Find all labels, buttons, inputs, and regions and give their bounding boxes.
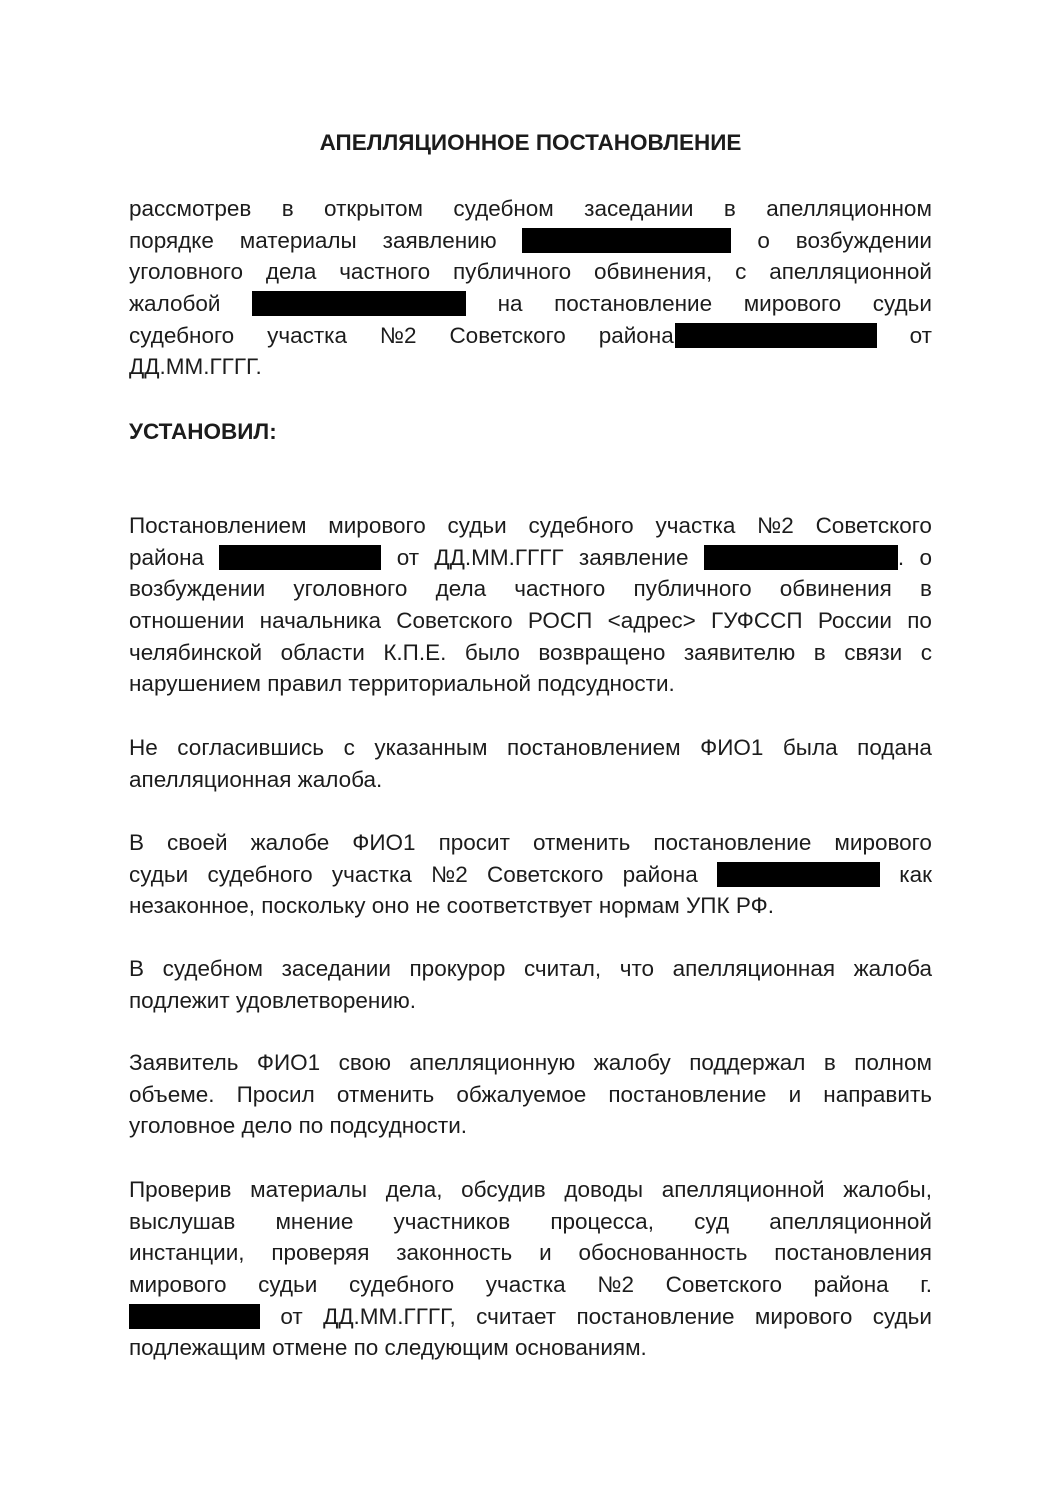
text-line: Проверив материалы дела, обсудив доводы апелляционной жалобы, (129, 1177, 932, 1202)
text-line: уголовного дела частного публичного обвинения, с апелляционной (129, 259, 932, 285)
text-line: мирового судьи судебного участка №2 Советского района г. (129, 1272, 932, 1298)
text-line: уголовное дело по подсудности. (129, 1113, 468, 1139)
redaction-block (129, 1304, 260, 1329)
text-line: Заявитель ФИО1 свою апелляционную жалобу поддержал в полном (129, 1050, 932, 1075)
paragraph-2 (129, 732, 932, 795)
paragraph-3 (129, 827, 932, 922)
text-line: В судебном заседании прокурор считал, что апелляционная жалоба (129, 956, 932, 981)
text-line: незаконное, поскольку оно не соответствует нормам УПК РФ. (129, 893, 774, 919)
text-line: ДД.ММ.ГГГГ. (129, 354, 262, 380)
text-line: выслушав мнение участников процесса, суд апелляционной (129, 1208, 932, 1234)
redaction-block (704, 545, 898, 570)
document-title: АПЕЛЛЯЦИОННОЕ ПОСТАНОВЛЕНИЕ (319, 130, 742, 155)
paragraph-1 (129, 510, 932, 700)
text-line: Не согласившись с указанным постановлением ФИО1 была подана (129, 735, 932, 760)
text-line: подлежит удовлетворению. (129, 987, 417, 1013)
text-line: порядке материалы заявлению о возбуждении (129, 227, 932, 253)
text-line: жалобой на постановление мирового судьи (129, 291, 932, 317)
text-line: В своей жалобе ФИО1 просит отменить постановление мирового (129, 830, 932, 855)
text-line: объеме. Просил отменить обжалуемое постановление и направить (129, 1081, 932, 1107)
redaction-block (522, 228, 731, 253)
text-line: от ДД.ММ.ГГГГ, считает постановление мирового судьи (129, 1301, 932, 1333)
text-line: возбуждении уголовного дела частного публичного обвинения в (129, 576, 932, 602)
redaction-block (252, 291, 466, 316)
text-line: района от ДД.ММ.ГГГГ заявление . о (129, 544, 932, 570)
text-line: апелляционная жалоба. (129, 766, 383, 792)
paragraph-6 (129, 1174, 932, 1364)
text-line: судьи судебного участка №2 Советского района как (129, 861, 932, 887)
paragraph-4 (129, 953, 932, 1016)
redaction-block (717, 862, 880, 887)
text-line: судебного участка №2 Советского района от (129, 322, 932, 348)
section-heading: УСТАНОВИЛ: (129, 419, 277, 444)
text-line: челябинской области К.П.Е. было возвращено заявителю в связи с (129, 639, 932, 665)
text-line: подлежащим отмене по следующим основаниям. (129, 1335, 647, 1361)
redaction-block (219, 545, 381, 570)
text-line: рассмотрев в открытом судебном заседании в апелляционном (129, 196, 932, 221)
intro-paragraph (129, 193, 932, 383)
text-line: инстанции, проверяя законность и обоснованность постановления (129, 1240, 932, 1266)
paragraph-5 (129, 1047, 932, 1142)
text-line: нарушением правил территориальной подсудности. (129, 671, 675, 697)
text-line: Постановлением мирового судьи судебного участка №2 Советского (129, 513, 932, 538)
redaction-block (675, 323, 877, 348)
text-line: отношении начальника Советского РОСП <адрес> ГУФССП России по (129, 608, 932, 634)
